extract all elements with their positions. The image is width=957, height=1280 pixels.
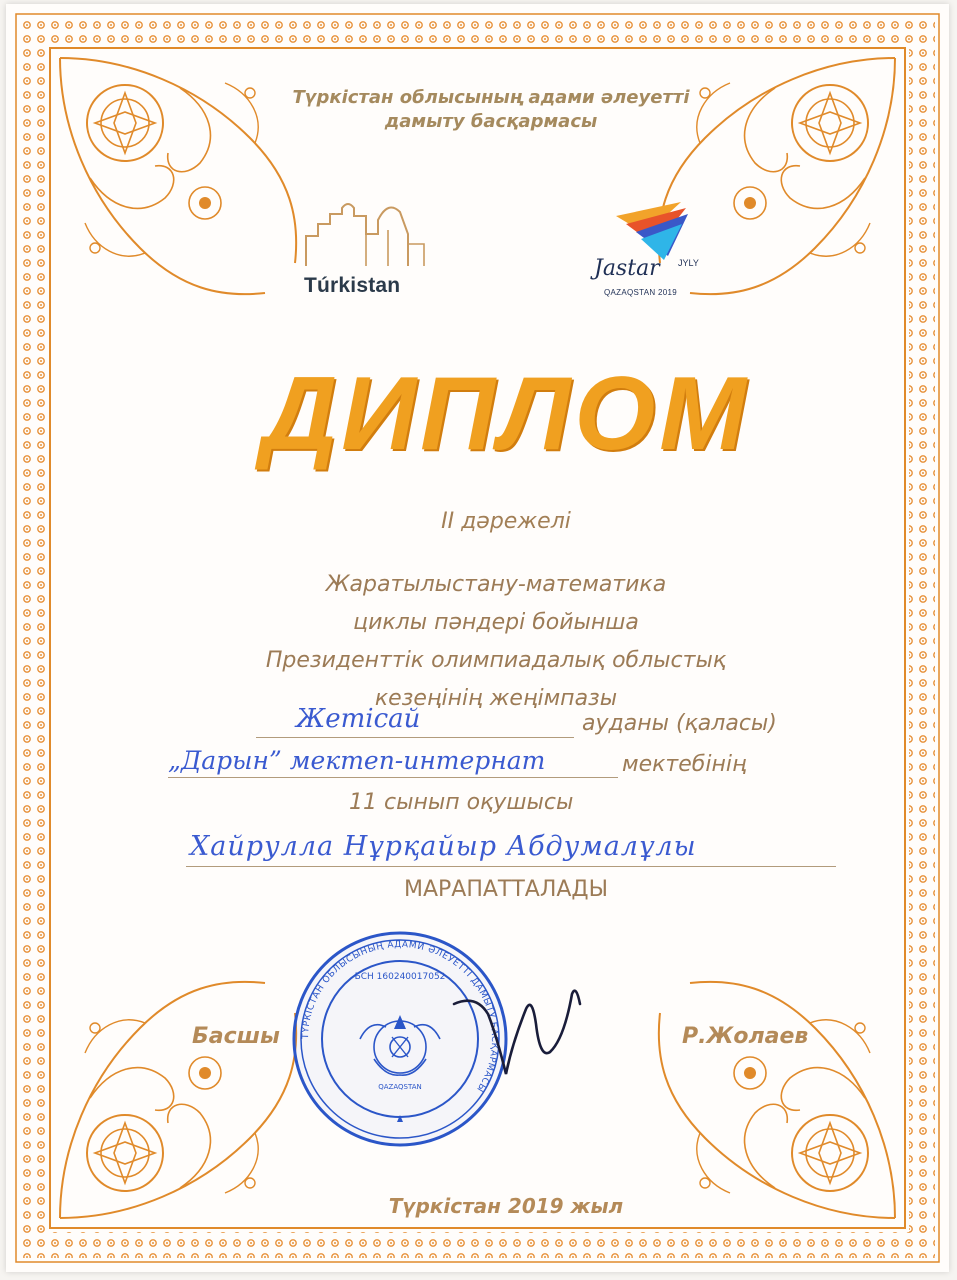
turkistan-skyline-icon xyxy=(296,194,436,274)
jastar-logo-subtitle: QAZAQSTAN 2019 xyxy=(604,288,677,297)
degree-label: II дәрежелі xyxy=(441,509,571,534)
district-underline xyxy=(256,737,574,738)
seal-bin: БСН 160240017052 xyxy=(354,972,446,982)
issuer-line-2: дамыту басқармасы xyxy=(384,111,598,132)
seal-outer-text: ТҮРКІСТАН ОБЛЫСЫНЫҢ АДАМИ ӘЛЕУЕТТІ ДАМЫТУ БАСҚАРМАСЫ xyxy=(300,939,500,1094)
grade-line: 11 сынып оқушысы xyxy=(349,790,574,815)
award-description xyxy=(166,566,826,718)
signatory-name: Р.Жолаев xyxy=(682,1024,809,1049)
description-line-2: циклы пәндері бойынша xyxy=(353,610,639,635)
turkistan-logo-text: Túrkistan xyxy=(304,274,401,297)
issuer-line-1: Түркістан облысының адами әлеуетті xyxy=(292,87,690,108)
seal-center-text: QAZAQSTAN xyxy=(378,1083,422,1091)
jastar-wings-icon xyxy=(586,194,716,264)
district-handwritten: Жетісай xyxy=(296,704,421,734)
diploma-sheet xyxy=(6,4,949,1272)
turkistan-logo xyxy=(296,194,436,304)
issuer-name xyxy=(256,86,726,134)
student-name: Хайрулла Нұрқайыр Абдумалұлы xyxy=(190,831,697,862)
diploma-title: ДИПЛОМ xyxy=(262,356,750,472)
student-name-underline xyxy=(186,866,836,867)
description-line-1: Жаратылыстану-математика xyxy=(325,572,667,597)
handwritten-signature xyxy=(446,964,606,1084)
signature-left-label: Басшы xyxy=(192,1024,280,1049)
school-underline xyxy=(168,777,618,778)
jastar-logo xyxy=(586,194,716,314)
school-label: мектебінің xyxy=(622,752,747,777)
district-label: ауданы (қаласы) xyxy=(582,711,777,736)
awarded-label: МАРАПАТТАЛАДЫ xyxy=(403,877,609,902)
description-line-3: Президенттік олимпиадалық облыстық xyxy=(265,648,727,673)
jastar-logo-jyly: JYLY xyxy=(678,258,699,268)
jastar-logo-text: Jastar xyxy=(594,256,660,281)
description-line-4: кезеңінің жеңімпазы xyxy=(374,686,618,711)
school-handwritten: „Дарын” мектеп-интернат xyxy=(168,746,546,775)
footer-location-year: Түркістан 2019 жыл xyxy=(388,1194,624,1218)
